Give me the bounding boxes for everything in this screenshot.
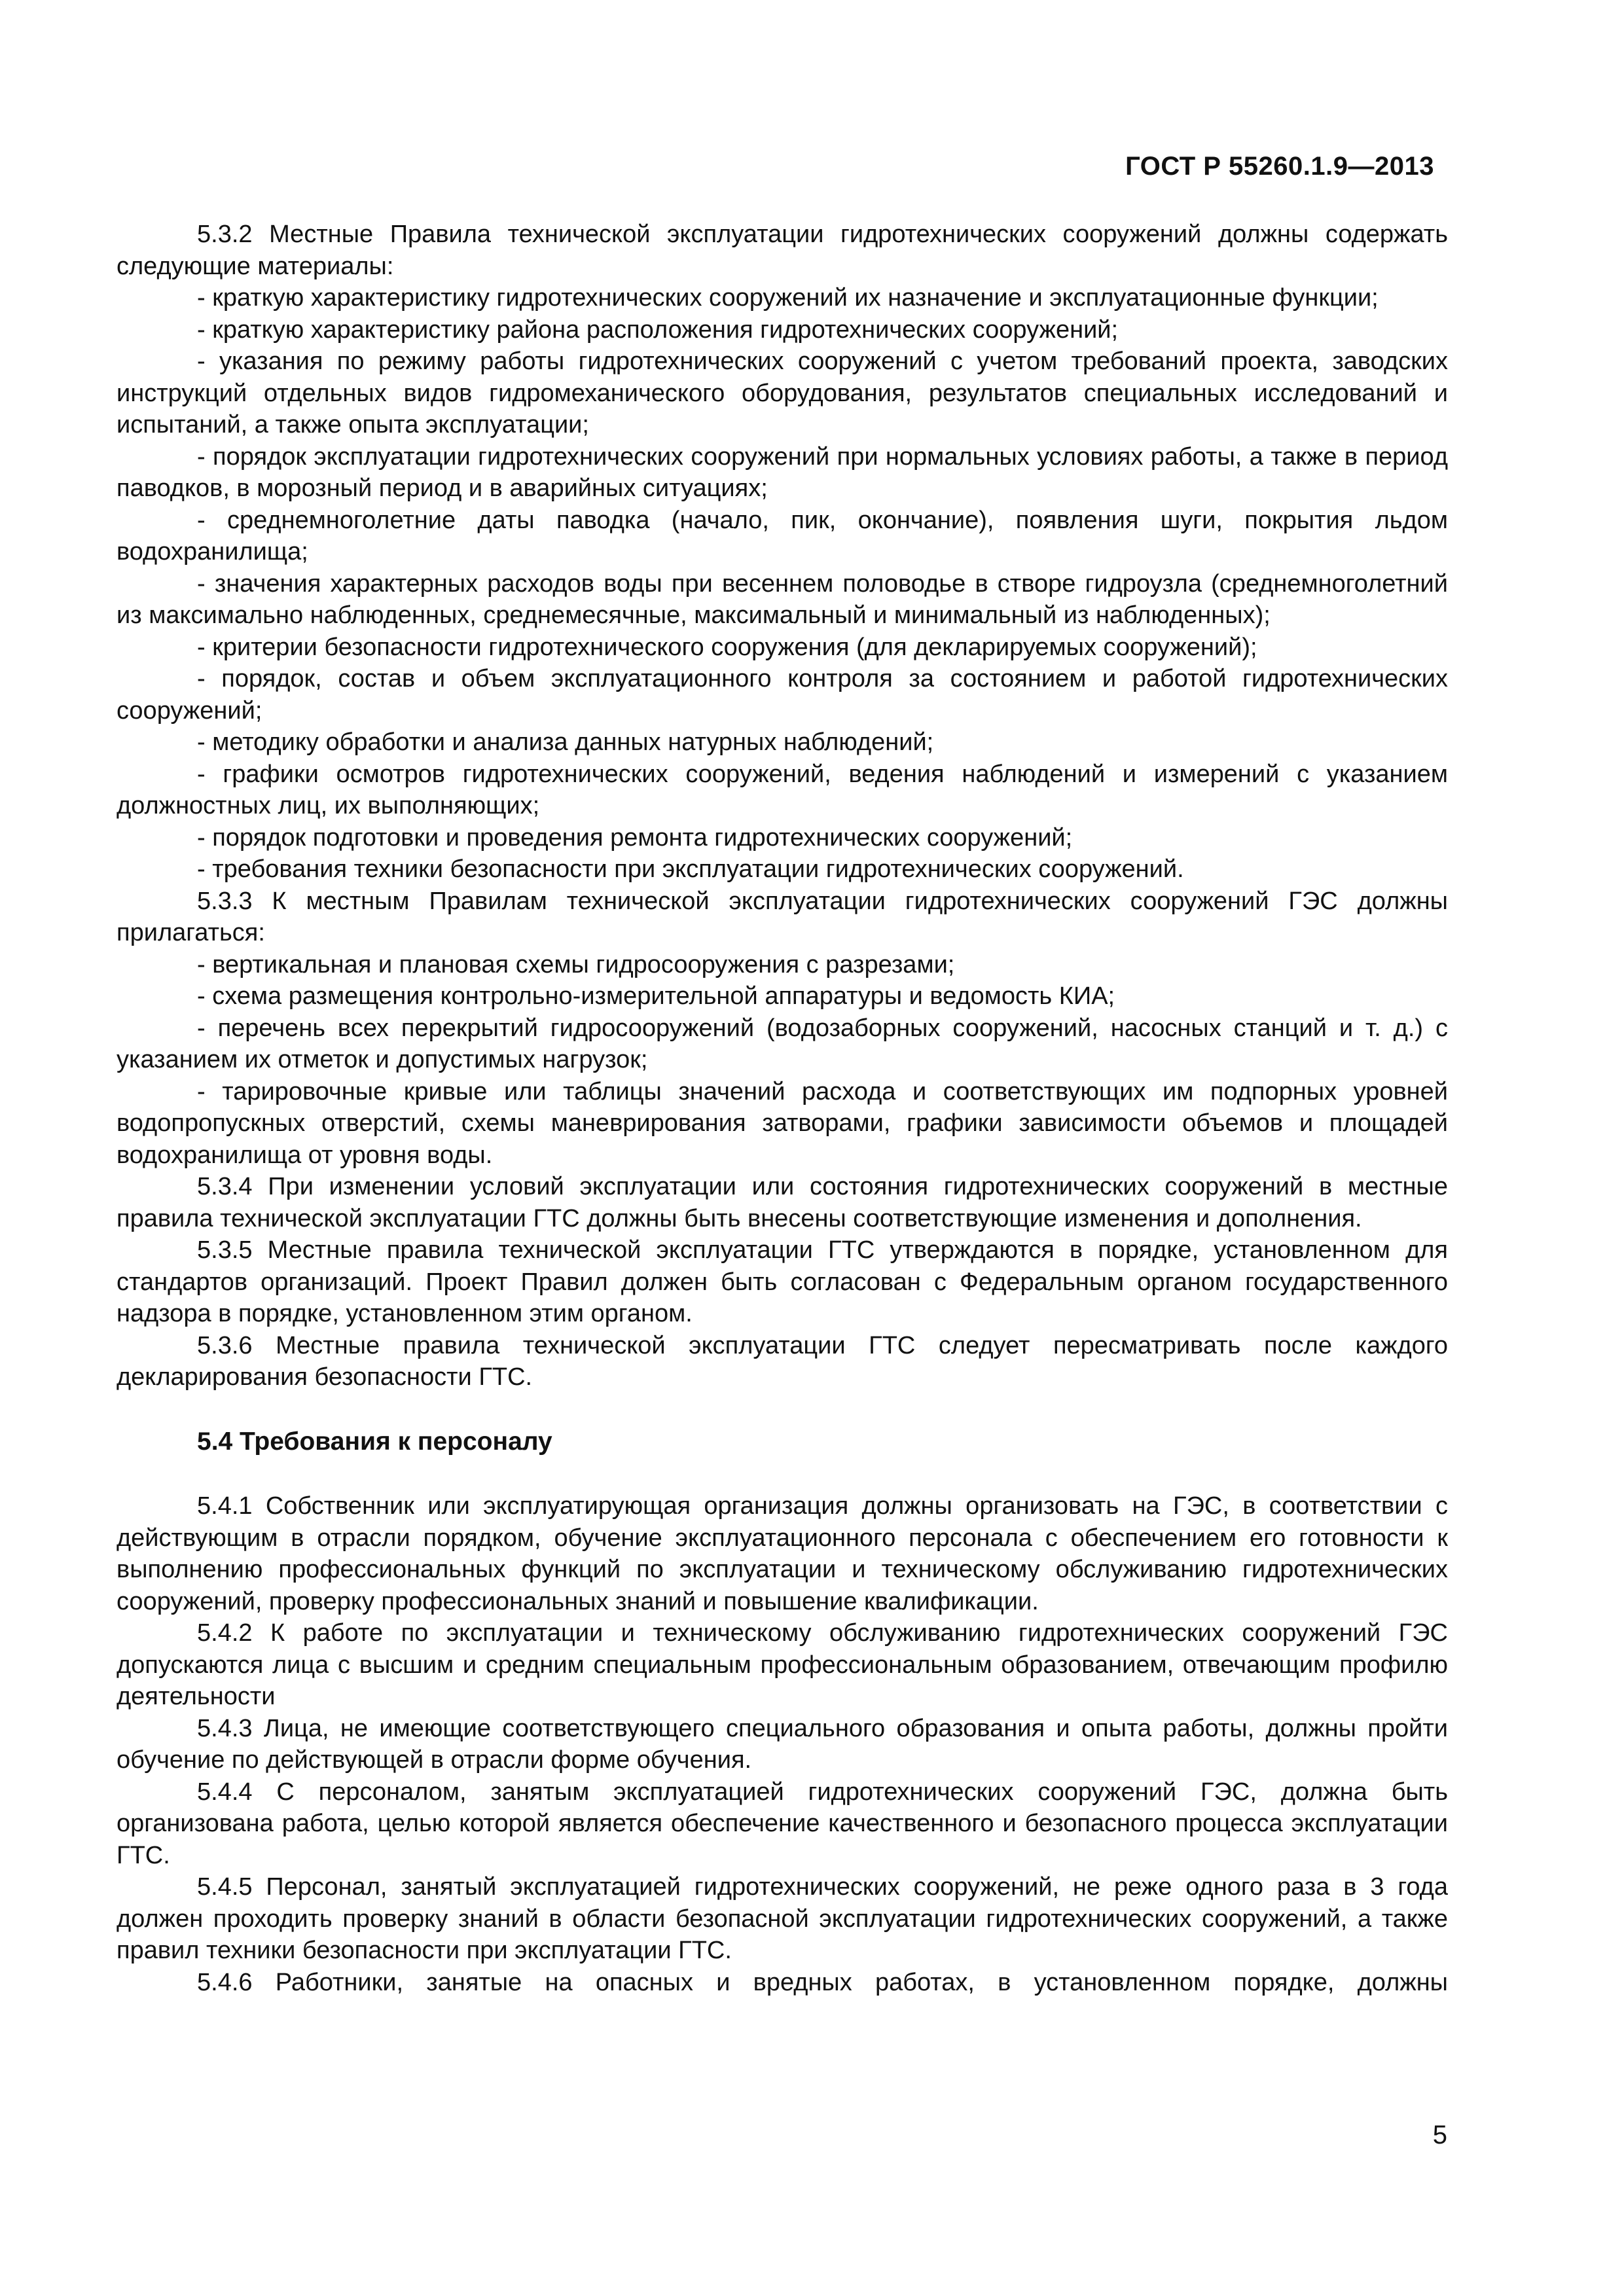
list-item: - краткую характеристику района расположения гидротехнических сооружений; [197,315,1119,344]
list-item: - краткую характеристику гидротехнических сооружений их назначение и эксплуатационные функции; [197,284,1379,312]
list-item: - порядок подготовки и проведения ремонта гидротехнических сооружений; [197,823,1073,852]
list-item: - среднемноголетние даты паводка (начало, пик, окончание), появления шуги, покрытия льдом водохранилища; [117,506,1448,565]
paragraph: 5.4.6 Работники, занятые на опасных и вредных работах, в установленном порядке, должны [197,1968,1448,1996]
paragraph: 5.4.1 Собственник или эксплуатирующая организация должны организовать на ГЭС, в соответствии с действующим в отрасли порядком, обучение эксплуатационного персонала с обеспечением его готовности к выполнению профессиональных функций по эксплуатации и техническому обслуживанию гидротехнических сооружений, проверку профессиональных знаний и повышение квалификации. [117,1492,1448,1615]
list-item: - графики осмотров гидротехнических сооружений, ведения наблюдений и измерений с указанием должностных лиц, их выполняющих; [117,760,1448,819]
paragraph: 5.4.5 Персонал, занятый эксплуатацией гидротехнических сооружений, не реже одного раза в 3 года должен проходить проверку знаний в области безопасной эксплуатации гидротехнических сооружений, а также правил техники безопасности при эксплуатации ГТС. [117,1873,1448,1964]
list-item: - порядок эксплуатации гидротехнических сооружений при нормальных условиях работы, а также в период паводков, в морозный период и в аварийных ситуациях; [117,442,1448,502]
document-body [117,219,1448,1998]
list-item: - схема размещения контрольно-измерительной аппаратуры и ведомость КИА; [197,982,1115,1010]
section-5-4-paragraphs [117,1490,1448,1998]
paragraph: 5.3.3 К местным Правилам технической эксплуатации гидротехнических сооружений ГЭС должны прилагаться: [117,887,1448,946]
page-number: 5 [1432,2121,1447,2149]
list-item: - требования техники безопасности при эксплуатации гидротехнических сооружений. [197,855,1184,883]
paragraph: 5.3.5 Местные правила технической эксплуатации ГТС утверждаются в порядке, установленном для стандартов организаций. Проект Правил должен быть согласован с Федеральным органом государственного надзора в порядке, установленном этим органом. [117,1236,1448,1327]
list-item: - вертикальная и плановая схемы гидросооружения с разрезами; [197,950,955,978]
paragraph: 5.4.4 С персоналом, занятым эксплуатацией гидротехнических сооружений ГЭС, должна быть организована работа, целью которой является обеспечение качественного и безопасного процесса эксплуатации ГТС. [117,1778,1448,1869]
list-item: - указания по режиму работы гидротехнических сооружений с учетом требований проекта, заводских инструкций отдельных видов гидромеханического оборудования, результатов специальных исследований и испытаний, а также опыта эксплуатации; [117,348,1448,439]
document-code-header: ГОСТ Р 55260.1.9—2013 [1125,152,1434,181]
list-item: - перечень всех перекрытий гидросооружений (водозаборных сооружений, насосных станций и т. д.) с указанием их отметок и допустимых нагрузок; [117,1014,1448,1073]
list-item: - критерии безопасности гидротехнического сооружения (для декларируемых сооружений); [197,633,1257,661]
paragraph: 5.3.2 Местные Правила технической эксплуатации гидротехнических сооружений должны содержать следующие материалы: [117,221,1448,280]
list-item: - значения характерных расходов воды при весеннем половодье в створе гидроузла (среднемноголетний из максимально наблюденных, среднемесячные, максимальный и минимальный из наблюденных); [117,569,1448,629]
list-item: - тарировочные кривые или таблицы значений расхода и соответствующих им подпорных уровней водопропускных отверстий, схемы маневрирования затворами, графики зависимости объемов и площадей водохранилища от уровня воды. [117,1077,1448,1169]
paragraph: 5.4.3 Лица, не имеющие соответствующего специального образования и опыта работы, должны пройти обучение по действующей в отрасли форме обучения. [117,1714,1448,1774]
paragraph: 5.3.6 Местные правила технической эксплуатации ГТС следует пересматривать после каждого декларирования безопасности ГТС. [117,1331,1448,1391]
section-heading: 5.4 Требования к персоналу [197,1427,552,1456]
list-item: - методику обработки и анализа данных натурных наблюдений; [197,728,934,756]
list-item: - порядок, состав и объем эксплуатационного контроля за состоянием и работой гидротехнических сооружений; [117,665,1448,725]
section-5-3-paragraphs [117,219,1448,1393]
paragraph: 5.4.2 К работе по эксплуатации и техническому обслуживанию гидротехнических сооружений ГЭС допускаются лица с высшим и средним специальным профессиональным образованием, отвечающим профилю деятельности [117,1619,1448,1710]
paragraph: 5.3.4 При изменении условий эксплуатации или состояния гидротехнических сооружений в местные правила технической эксплуатации ГТС должны быть внесены соответствующие изменения и дополнения. [117,1173,1448,1232]
